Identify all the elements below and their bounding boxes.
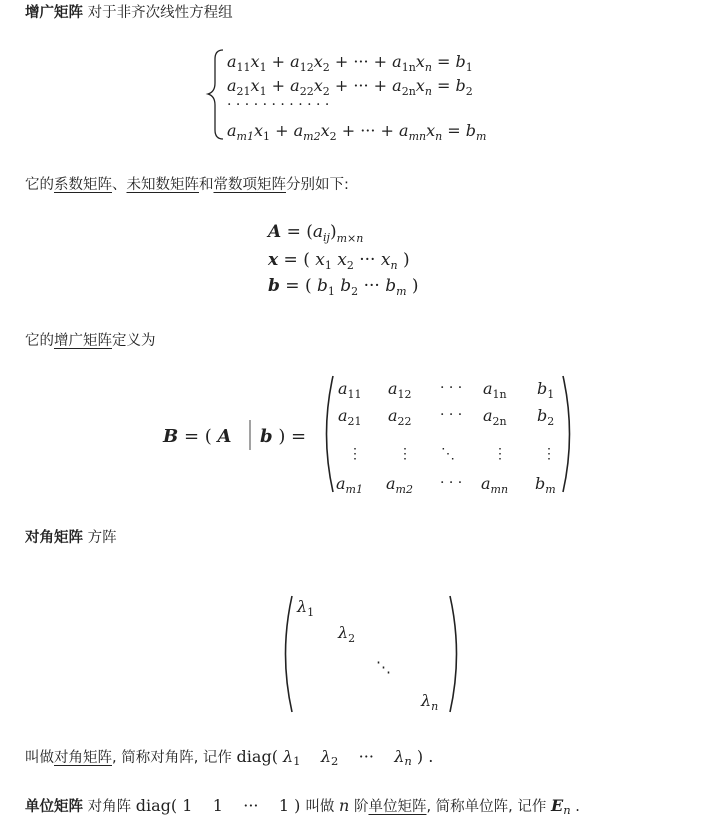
diag-operator: diag	[135, 796, 171, 815]
svg-text:a1n: $a_{1n}$	[483, 379, 507, 401]
svg-text:x = ( x1 x2 ··· xn ): x = ( $x_1$ $x_2$ ··· $x_n$ )	[268, 250, 410, 272]
matrices-intro-paragraph	[25, 174, 349, 196]
svg-text:⋱: ⋱	[441, 446, 455, 462]
svg-text:am1x1 + am2x2 + ··· + amnxn =: $a_{m1}x_1 + a_{m2}x_2$ + ··· + $a_{mn}x_n = b_m$	[227, 121, 487, 143]
svg-text:a2n: $a_{2n}$	[483, 406, 507, 428]
diagonal-matrix-heading	[25, 527, 117, 549]
link-augmented-matrix[interactable]: 增广矩阵	[54, 333, 112, 349]
svg-text:A = (aij)m×n: $A = (a_{ij})_{m\times n}$	[268, 222, 364, 245]
identity-symbol: E	[551, 796, 564, 815]
svg-text:⋮: ⋮	[542, 446, 556, 462]
diag-args: ( 1 1 ··· 1 )	[170, 796, 306, 815]
text: , 简称单位阵, 记作	[426, 799, 552, 815]
diagonal-definition-paragraph	[25, 746, 433, 769]
term-diagonal-matrix: 对角矩阵	[25, 530, 83, 546]
svg-text:amn: $a_{mn}$	[481, 474, 509, 496]
heading-desc: 对于非齐次线性方程组	[87, 5, 233, 21]
augmented-matrix-equation	[160, 368, 580, 500]
svg-text:· · ·: · · ·	[440, 380, 463, 396]
svg-text:am2: $a_{m2}$	[386, 474, 413, 496]
text: 阶	[349, 799, 369, 815]
link-coefficient-matrix[interactable]: 系数矩阵	[54, 177, 112, 193]
link-constant-matrix[interactable]: 常数项矩阵	[213, 177, 286, 193]
identity-matrix-paragraph	[25, 795, 580, 818]
diag-operator: diag	[236, 747, 272, 766]
svg-text:a21x1 + a22x2 + ··· + a2nxn =: $a_{21}x_1 + a_{22}x_2$ + ··· + $a_{2n}x_n = b_2$	[227, 76, 473, 98]
svg-text:a12: $a_{12}$	[388, 379, 412, 401]
order-n: n	[339, 796, 350, 815]
text: 它的	[25, 333, 54, 349]
heading-desc: 方阵	[87, 530, 117, 546]
link-identity-matrix[interactable]: 单位矩阵	[368, 799, 427, 815]
link-unknown-matrix[interactable]: 未知数矩阵	[126, 177, 199, 193]
svg-text:λn: $\lambda_n$	[421, 691, 439, 713]
svg-text:· · · · · · · · · · · ·: · · · · · · · · · · · ·	[227, 97, 330, 113]
text: , 简称对角阵, 记作	[112, 750, 237, 766]
matrix-definitions	[262, 215, 502, 300]
period: .	[570, 799, 580, 815]
diag-args: ( $\lambda_1$ $\lambda_2$ ··· $\lambda_n$ ) .	[271, 747, 434, 768]
svg-text:b2: $b_2$	[537, 406, 555, 428]
linear-system-equation	[205, 45, 545, 145]
text: 叫做	[305, 799, 340, 815]
svg-text:a11x1 + a12x2 + ··· + a1nxn =: $a_{11}x_1 + a_{12}x_2$ + ··· + $a_{1n}x_n = b_1$	[227, 52, 473, 74]
svg-text:b1: $b_1$	[537, 379, 555, 401]
svg-text:b = ( b1 b2 ··· bm ): b = ( $b_1$ $b_2$ ··· $b_m$ )	[268, 276, 419, 298]
svg-text:· · ·: · · ·	[440, 407, 463, 423]
text: 和	[199, 177, 214, 193]
augmented-definition-paragraph	[25, 330, 156, 352]
svg-text:bm: $b_m$	[535, 474, 556, 496]
text: 对角阵	[87, 799, 136, 815]
term-identity-matrix: 单位矩阵	[25, 799, 83, 815]
term-augmented-matrix: 增广矩阵	[25, 5, 83, 21]
text: 、	[112, 177, 127, 193]
svg-text:a21: $a_{21}$	[338, 406, 362, 428]
svg-text:a11: $a_{11}$	[338, 379, 362, 401]
text: 它的	[25, 177, 54, 193]
text: 分别如下:	[286, 177, 349, 193]
identity-subscript: n	[563, 802, 571, 817]
svg-text:B = ( A: B = ( A	[163, 426, 232, 447]
svg-text:⋱: ⋱	[376, 658, 391, 676]
svg-text:λ2: $\lambda_2$	[338, 623, 356, 645]
svg-text:λ1: $\lambda_1$	[297, 597, 315, 619]
link-diagonal-matrix[interactable]: 对角矩阵	[54, 750, 112, 766]
svg-text:b ) =: b ) =	[260, 426, 307, 447]
text: 定义为	[112, 333, 156, 349]
svg-text:⋮: ⋮	[348, 446, 362, 462]
svg-text:⋮: ⋮	[398, 446, 412, 462]
diagonal-matrix-display	[278, 592, 468, 717]
svg-text:a22: $a_{22}$	[388, 406, 412, 428]
augmented-matrix-heading	[25, 2, 233, 24]
svg-text:⋮: ⋮	[493, 446, 507, 462]
svg-text:am1: $a_{m1}$	[336, 474, 363, 496]
svg-text:· · ·: · · ·	[440, 475, 463, 491]
text: 叫做	[25, 750, 54, 766]
